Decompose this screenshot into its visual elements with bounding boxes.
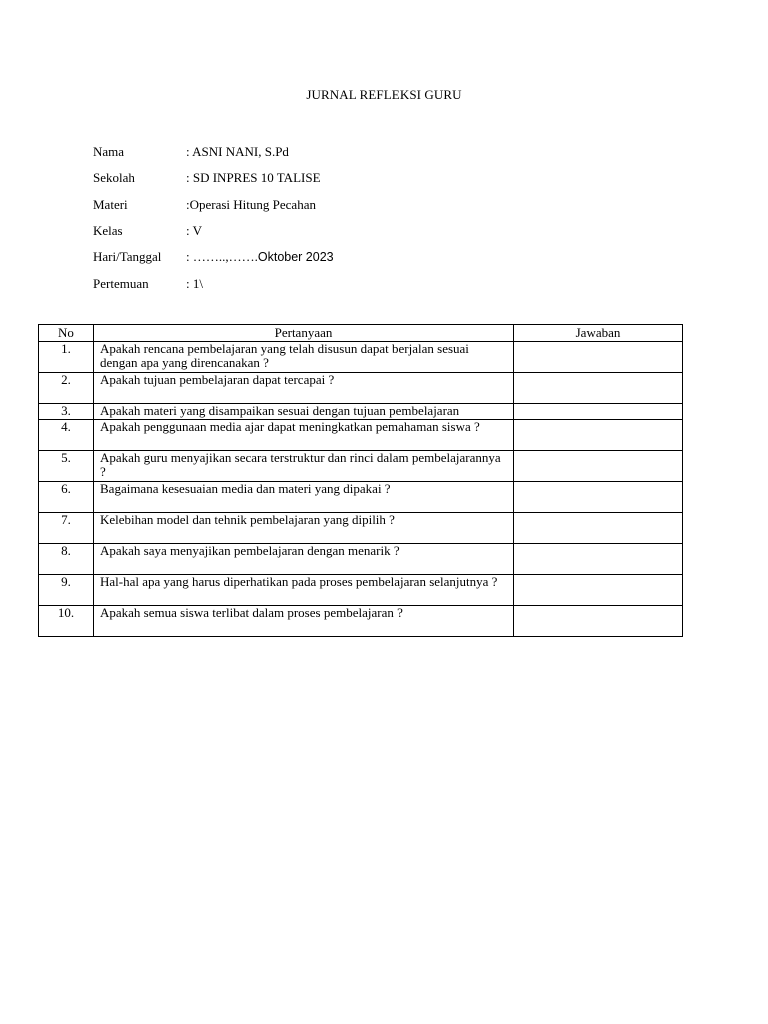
row-number: 3. <box>39 404 94 420</box>
info-row-sekolah <box>93 165 334 191</box>
row-answer-cell[interactable] <box>514 373 683 404</box>
info-label-kelas: Kelas <box>93 223 123 239</box>
header-question: Pertanyaan <box>94 325 514 342</box>
info-value-sekolah: : SD INPRES 10 TALISE <box>186 170 321 186</box>
table-header-row <box>39 325 683 342</box>
header-answer: Jawaban <box>514 325 683 342</box>
header-no: No <box>39 325 94 342</box>
row-number: 9. <box>39 575 94 606</box>
info-value-kelas: : V <box>186 223 203 239</box>
info-label-pertemuan: Pertemuan <box>93 275 149 291</box>
info-label-nama: Nama <box>93 144 125 160</box>
row-number: 4. <box>39 420 94 451</box>
table-row <box>39 544 683 575</box>
table-row <box>39 342 683 373</box>
table-row <box>39 451 683 482</box>
row-answer-cell[interactable] <box>514 404 683 420</box>
row-answer-cell[interactable] <box>514 482 683 513</box>
table-row <box>39 575 683 606</box>
row-answer-cell[interactable] <box>514 513 683 544</box>
table-row <box>39 482 683 513</box>
row-question: Kelebihan model dan tehnik pembelajaran yang dipilih ? <box>94 513 514 544</box>
row-answer-cell[interactable] <box>514 606 683 637</box>
row-question: Apakah tujuan pembelajaran dapat tercapai ? <box>94 373 514 404</box>
row-answer-cell[interactable] <box>514 342 683 373</box>
date-month-year: Oktober 2023 <box>257 250 334 265</box>
info-value-hari-tanggal <box>186 249 334 265</box>
table-row <box>39 606 683 637</box>
info-row-materi <box>93 192 334 218</box>
row-number: 1. <box>39 342 94 373</box>
reflection-table <box>38 324 683 637</box>
info-value-pertemuan: : 1\ <box>186 275 203 291</box>
row-question: Apakah semua siswa terlibat dalam proses pembelajaran ? <box>94 606 514 637</box>
row-question: Apakah guru menyajikan secara terstruktur dan rinci dalam pembelajarannya ? <box>94 451 514 482</box>
row-number: 6. <box>39 482 94 513</box>
date-placeholder: : ……..,……. <box>186 249 258 265</box>
row-answer-cell[interactable] <box>514 420 683 451</box>
row-number: 7. <box>39 513 94 544</box>
info-label-materi: Materi <box>93 196 128 212</box>
row-answer-cell[interactable] <box>514 544 683 575</box>
info-value-nama: : ASNI NANI, S.Pd <box>186 144 289 160</box>
info-label-sekolah: Sekolah <box>93 170 135 186</box>
row-question: Apakah saya menyajikan pembelajaran dengan menarik ? <box>94 544 514 575</box>
info-row-hari-tanggal <box>93 244 334 270</box>
row-question: Apakah materi yang disampaikan sesuai dengan tujuan pembelajaran <box>94 404 514 420</box>
row-question: Apakah penggunaan media ajar dapat meningkatkan pemahaman siswa ? <box>94 420 514 451</box>
row-answer-cell[interactable] <box>514 575 683 606</box>
row-number: 2. <box>39 373 94 404</box>
table-row <box>39 373 683 404</box>
info-label-hari-tanggal: Hari/Tanggal <box>93 249 162 265</box>
info-block <box>93 139 334 297</box>
table-row <box>39 404 683 420</box>
row-number: 8. <box>39 544 94 575</box>
info-row-pertemuan <box>93 270 334 296</box>
row-number: 5. <box>39 451 94 482</box>
table-row <box>39 420 683 451</box>
info-row-kelas <box>93 218 334 244</box>
row-question: Hal-hal apa yang harus diperhatikan pada proses pembelajaran selanjutnya ? <box>94 575 514 606</box>
info-value-materi: :Operasi Hitung Pecahan <box>186 196 316 212</box>
table-row <box>39 513 683 544</box>
row-question: Bagaimana kesesuaian media dan materi yang dipakai ? <box>94 482 514 513</box>
row-answer-cell[interactable] <box>514 451 683 482</box>
info-row-nama <box>93 139 334 165</box>
document-title: JURNAL REFLEKSI GURU <box>306 87 462 102</box>
row-number: 10. <box>39 606 94 637</box>
row-question: Apakah rencana pembelajaran yang telah disusun dapat berjalan sesuai dengan apa yang direncanakan ? <box>94 342 514 373</box>
